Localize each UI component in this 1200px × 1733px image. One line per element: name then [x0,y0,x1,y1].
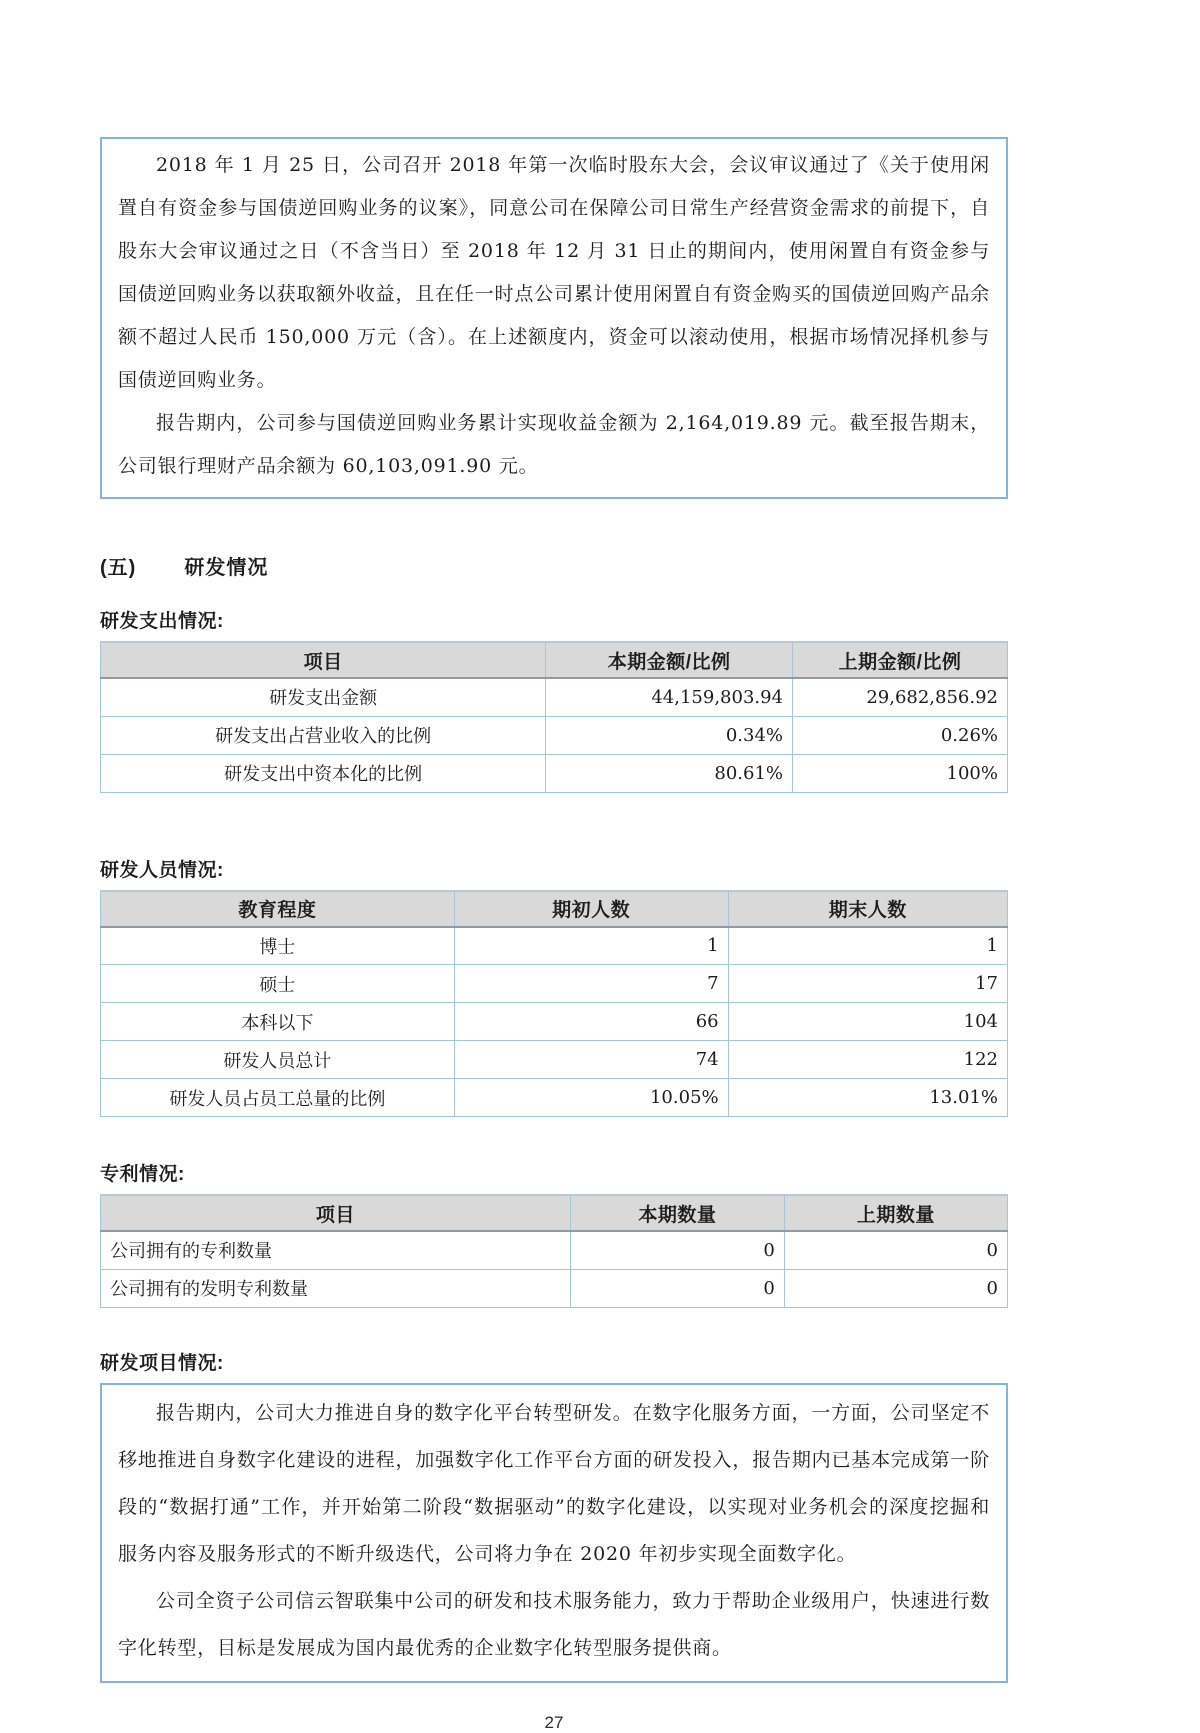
section-title: 研发情况 [184,557,269,579]
table-row [101,965,1008,1003]
rd-projects-label: 研发项目情况: [100,1352,224,1374]
table-row [101,1231,1008,1269]
page-number: 27 [544,1712,564,1732]
column-header: 本期数量 [570,1195,784,1231]
table-cell: 10.05% [454,1079,728,1117]
repo-business-text-box [100,137,1008,499]
column-header: 项目 [101,642,546,678]
table-cell: 1 [728,927,1007,965]
table-row [101,927,1008,965]
column-header: 期初人数 [454,891,728,927]
table-row [101,716,1008,754]
rd-staff-label: 研发人员情况: [100,859,224,881]
column-header: 教育程度 [101,891,455,927]
table-cell: 公司拥有的发明专利数量 [101,1269,571,1307]
patents-table [100,1194,1008,1308]
table-cell: 研发人员总计 [101,1041,455,1079]
rd-expense-table [100,641,1008,793]
table-cell: 17 [728,965,1007,1003]
table-cell: 硕士 [101,965,455,1003]
table-cell: 研发支出中资本化的比例 [101,754,546,792]
table-cell: 29,682,856.92 [793,678,1008,716]
table-header-row [101,891,1008,927]
rd-staff-table [100,890,1008,1118]
table-cell: 0 [570,1269,784,1307]
rd-projects-text-box [100,1383,1008,1683]
table-cell: 0.26% [793,716,1008,754]
section-heading-rd [100,551,1008,580]
table-cell: 74 [454,1041,728,1079]
table-cell: 研发人员占员工总量的比例 [101,1079,455,1117]
table-cell: 122 [728,1041,1007,1079]
paragraph: 公司全资子公司信云智联集中公司的研发和技术服务能力，致力于帮助企业级用户，快速进行数字化转型，目标是发展成为国内最优秀的企业数字化转型服务提供商。 [118,1589,990,1659]
table-cell: 13.01% [728,1079,1007,1117]
table-row [101,1003,1008,1041]
table-row [101,754,1008,792]
column-header: 上期数量 [784,1195,1007,1231]
column-header: 本期金额/比例 [546,642,793,678]
table-cell: 44,159,803.94 [546,678,793,716]
column-header: 项目 [101,1195,571,1231]
table-row [101,678,1008,716]
paragraph: 报告期内，公司参与国债逆回购业务累计实现收益金额为 2,164,019.89 元。截至报告期末，公司银行理财产品余额为 60,103,091.90 元。 [118,412,990,477]
table-cell: 公司拥有的专利数量 [101,1231,571,1269]
table-cell: 7 [454,965,728,1003]
table-cell: 0 [570,1231,784,1269]
table-cell: 本科以下 [101,1003,455,1041]
table-header-row [101,1195,1008,1231]
table-cell: 100% [793,754,1008,792]
rd-expense-label: 研发支出情况: [100,611,224,632]
table-cell: 0 [784,1231,1007,1269]
column-header: 期末人数 [728,891,1007,927]
table-cell: 0 [784,1269,1007,1307]
paragraph: 报告期内，公司大力推进自身的数字化平台转型研发。在数字化服务方面，一方面，公司坚定不移地推进自身数字化建设的进程，加强数字化工作平台方面的研发投入，报告期内已基本完成第一阶段的“数据打通”工作，并开始第二阶段“数据驱动”的数字化建设，以实现对业务机会的深度挖掘和服务内容及服务形式的不断升级迭代，公司将力争在 2020 年初步实现全面数字化。 [118,1401,990,1565]
table-cell: 研发支出金额 [101,678,546,716]
table-row [101,1269,1008,1307]
table-cell: 博士 [101,927,455,965]
table-cell: 66 [454,1003,728,1041]
paragraph: 2018 年 1 月 25 日，公司召开 2018 年第一次临时股东大会，会议审议通过了《关于使用闲置自有资金参与国债逆回购业务的议案》，同意公司在保障公司日常生产经营资金需求的前提下，自股东大会审议通过之日（不含当日）至 2018 年 12 月 31 日止的期间内，使用闲置自有资金参与国债逆回购业务以获取额外收益，且在任一时点公司累计使用闲置自有资金购买的国债逆回购产品余额不超过人民币 150,000 万元（含）。在上述额度内，资金可以滚动使用，根据市场情况择机参与国债逆回购业务。 [118,154,990,391]
table-cell: 研发支出占营业收入的比例 [101,716,546,754]
table-row [101,1079,1008,1117]
table-cell: 80.61% [546,754,793,792]
table-cell: 104 [728,1003,1007,1041]
section-numeral: (五) [100,557,137,579]
table-cell: 1 [454,927,728,965]
table-header-row [101,642,1008,678]
patents-label: 专利情况: [100,1164,185,1185]
table-row [101,1041,1008,1079]
table-cell: 0.34% [546,716,793,754]
column-header: 上期金额/比例 [793,642,1008,678]
